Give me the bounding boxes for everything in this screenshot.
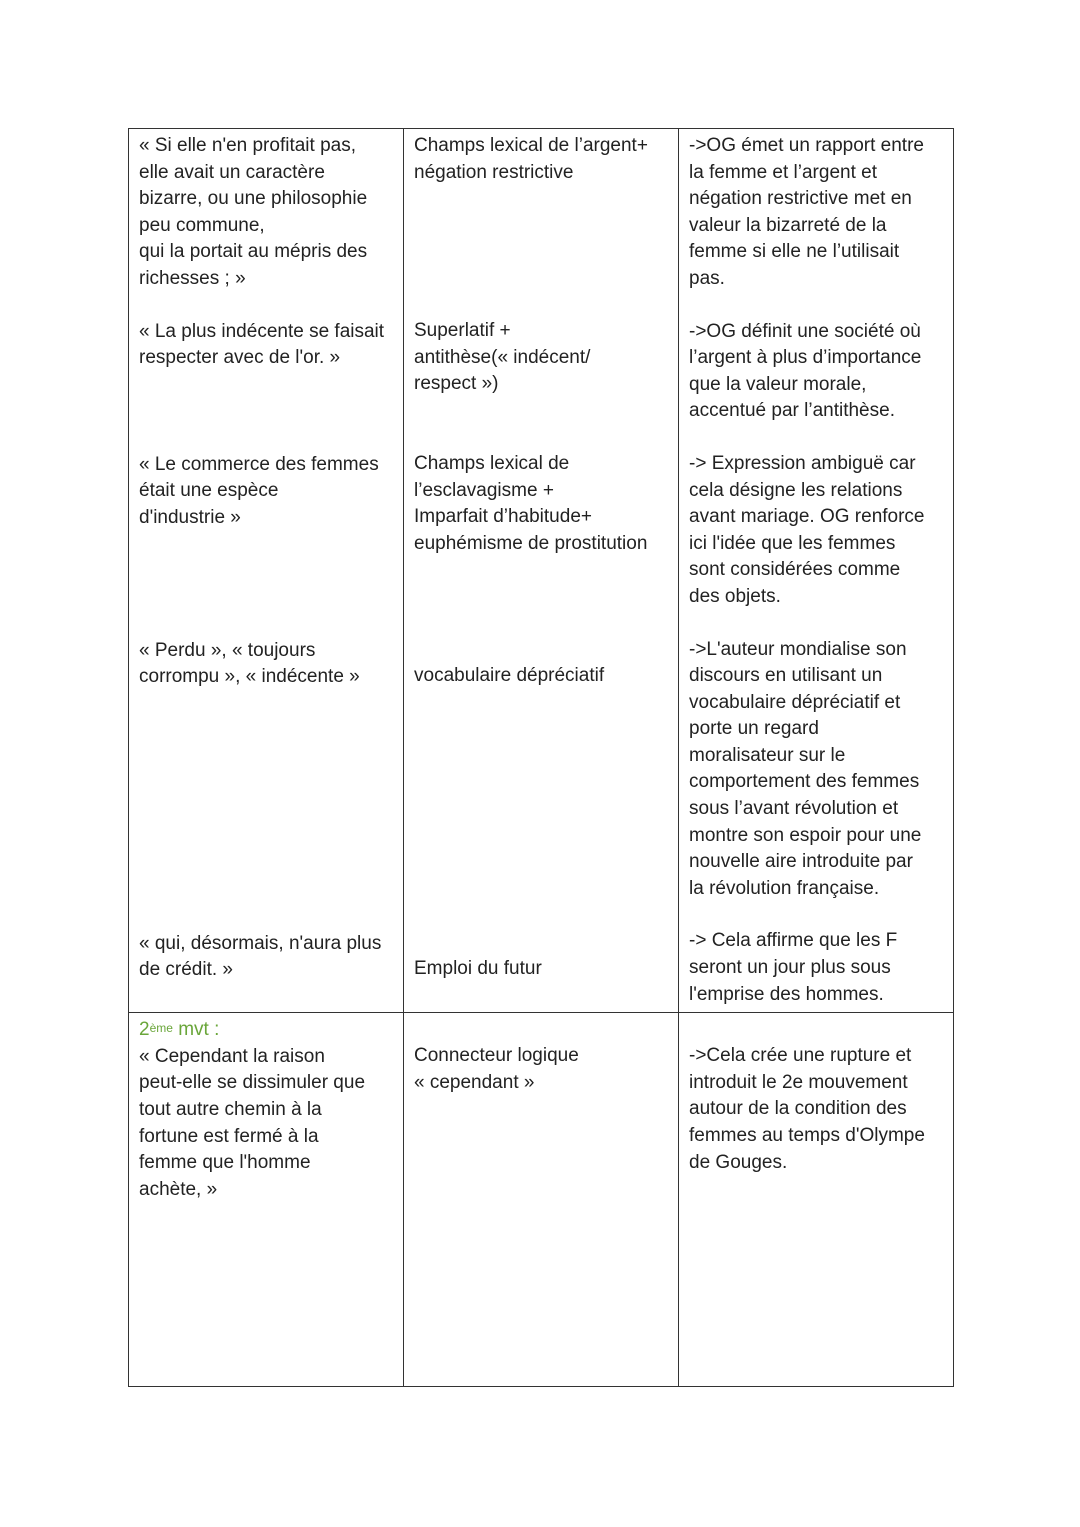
citation-cell [129,1013,404,1387]
procede-cell [404,1013,679,1387]
movement-number: 2 [139,1019,150,1041]
citation-text: « Le commerce des femmes était une espèce d'industrie » [139,453,379,528]
procede-cell [404,129,679,1013]
analysis-table [128,128,954,1387]
citation-cell [129,129,404,1013]
procede-text: vocabulaire dépréciatif [414,665,605,687]
interpretation-text: ->OG émet un rapport entre la femme et l’argent et négation restrictive met en valeur la bizarreté de la femme si elle ne l’utilisait pas. [689,135,924,289]
interpretation-cell [679,1013,954,1387]
table-row [129,1013,954,1387]
citation-text: « Si elle n'en profitait pas, elle avait un caractère bizarre, ou une philosophie peu commune, qui la portait au mépris des richesses ; » [139,135,368,289]
interpretation-text: -> Expression ambiguë car cela désigne les relations avant mariage. OG renforce ici l'idée que les femmes sont considérées comme des objets. [689,452,925,607]
interpretation-text: ->OG définit une société où l’argent à plus d’importance que la valeur morale, accentué par l’antithèse. [689,320,922,422]
interpretation-cell [679,129,954,1013]
table-row [129,129,954,1013]
interpretation-text: ->Cela crée une rupture et introduit le 2e mouvement autour de la condition des femmes au temps d'Olympe de Gouges. [689,1045,925,1173]
citation-text: « Perdu », « toujours corrompu », « indécente » [139,639,360,688]
procede-text: Champs lexical de l’esclavagisme + Imparfait d’habitude+ euphémisme de prostitution [414,452,648,554]
interpretation-text: -> Cela affirme que les F seront un jour plus sous l'emprise des hommes. [689,930,898,1005]
procede-text: Superlatif + antithèse(« indécent/ respect ») [414,320,591,395]
procede-text: Champs lexical de l’argent+ négation restrictive [414,135,648,183]
movement-superscript: ème [149,1021,173,1036]
procede-text: Connecteur logique « cependant » [414,1045,579,1093]
procede-text: Emploi du futur [414,957,542,979]
citation-text: « qui, désormais, n'aura plus de crédit. » [139,932,382,981]
citation-text: « Cependant la raison peut-elle se dissimuler que tout autre chemin à la fortune est fermé à la femme que l'homme achète, » [139,1045,366,1200]
movement-heading [139,1017,394,1044]
citation-text: « La plus indécente se faisait respecter avec de l'or. » [139,320,385,369]
interpretation-text: ->L'auteur mondialise son discours en utilisant un vocabulaire dépréciatif et porte un regard moralisateur sur le comportement des femmes sous l’avant révolution et montre son espoir pour une nouvelle aire introduite par la révolution française. [689,638,922,899]
movement-label: mvt : [172,1019,220,1041]
